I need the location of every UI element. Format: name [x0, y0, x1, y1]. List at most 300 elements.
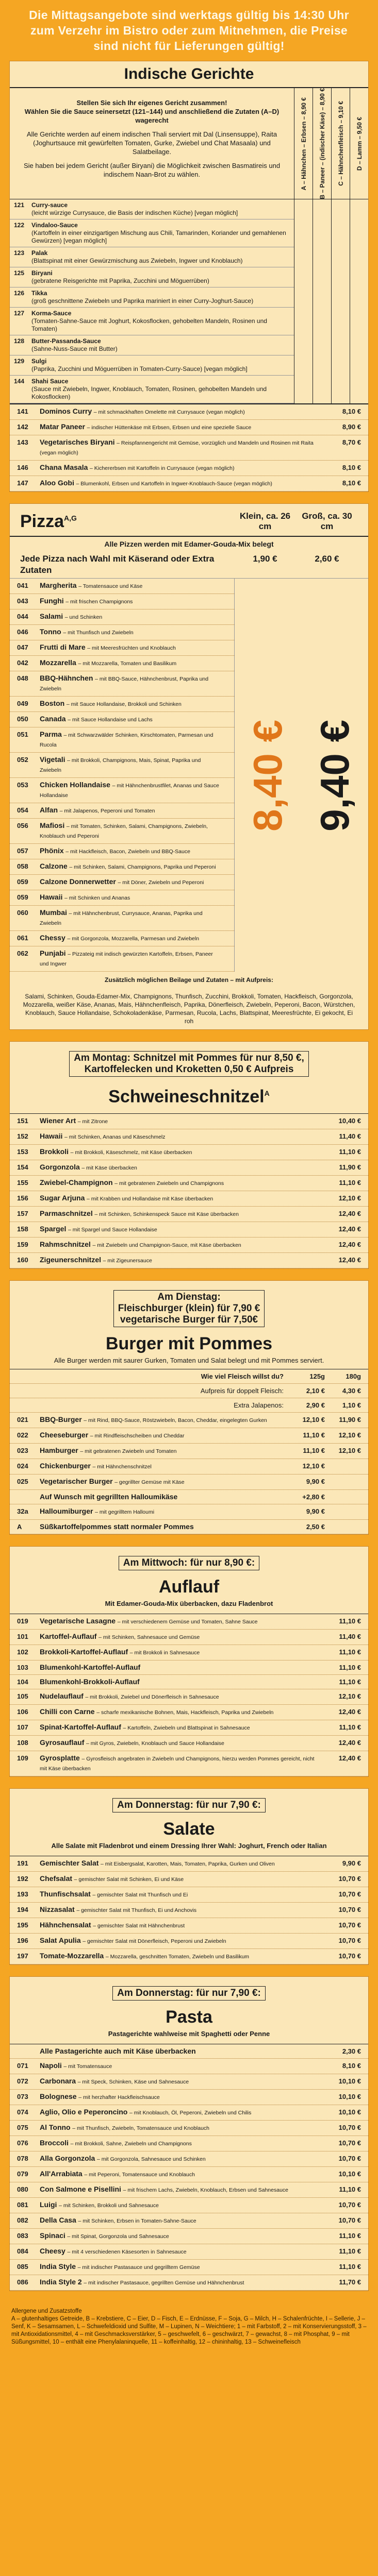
schnitzel-desc: – mit Zigeunersauce: [103, 1257, 152, 1264]
sauce-text: [31, 201, 290, 217]
auflauf-number: 019: [17, 1617, 28, 1625]
indian-intro-row: [10, 88, 368, 199]
pizza-text: [40, 699, 227, 709]
burger-row: [10, 1504, 368, 1520]
pasta-desc: – mit Tomatensauce: [63, 2063, 112, 2070]
pasta-name: Al Tonno: [40, 2123, 71, 2131]
sauce-row: [10, 267, 294, 287]
pasta-name: Broccoli: [40, 2138, 69, 2147]
sauce-text: [31, 358, 290, 373]
pasta-price: 10,70 €: [338, 2200, 361, 2209]
pasta-row: [10, 2260, 368, 2275]
pizza-desc: – mit Hähnchenbrust, Currysauce, Ananas, Paprika und Zwiebeln: [40, 910, 203, 927]
auflauf-row: [10, 1736, 368, 1751]
burger-text: [40, 1462, 289, 1471]
pizza-number: 046: [17, 628, 28, 636]
schnitzel-number: 153: [17, 1147, 28, 1156]
burger-price-small: 11,10 €: [303, 1431, 325, 1439]
pizza-extras-text: Salami, Schinken, Gouda-Edamer-Mix, Champignons, Thunfisch, Zucchini, Brokkoli, Tomaten, Hackfleisch, Gorgonzola, Mozzarella, weißer Käse, Ananas, Mais, Hähnchenfleisch, Paprika, Dönerfleisch, Zwiebeln, Peperoni, Bacon, Würstchen, Knoblauch, Sauce Hollandaise, Schokoladenkäse, Parmesan, Rucola, Lachs, Blattspinat, Meeresfrüchte, Ei gekocht, Ei roh: [23, 993, 355, 1025]
pizza-number: 041: [17, 582, 28, 590]
pizza-row: [10, 906, 234, 931]
burger-number: 32a: [17, 1507, 28, 1515]
auflauf-price: 11,10 €: [339, 1677, 361, 1686]
pizza-name: Hawaii: [40, 893, 63, 902]
pizza-desc: – mit Sauce Hollandaise, Brokkoli und Schinken: [66, 701, 182, 708]
pasta-row: [10, 2213, 368, 2229]
sauce-number: 128: [14, 337, 25, 345]
pasta-price: 10,10 €: [338, 2108, 361, 2116]
column-a: [294, 88, 313, 199]
burger-extra-small: 2,90 €: [306, 1401, 325, 1409]
pasta-price: 10,70 €: [338, 2123, 361, 2131]
sauce-row: [10, 219, 294, 247]
pasta-number: 083: [17, 2231, 28, 2240]
schnitzel-text: [40, 1256, 320, 1265]
schnitzel-row: [10, 1129, 368, 1145]
salat-row: [10, 1949, 368, 1964]
salat-text: [40, 1921, 320, 1930]
pasta-number: 082: [17, 2216, 28, 2224]
sauce-row: [10, 247, 294, 267]
burger-text: [40, 1477, 289, 1487]
indian-dish-desc: – Kichererbsen mit Kartoffeln in Currysauce (vegan möglich): [90, 465, 235, 472]
burger-desc: – mit gegrilltem Halloumi: [95, 1509, 155, 1515]
pizza-desc: – mit BBQ-Sauce, Hähnchenbrust, Paprika und Zwiebeln: [40, 676, 209, 692]
sauce-table: [10, 199, 368, 403]
burger-extra-big: 1,10 €: [342, 1401, 361, 1409]
schnitzel-row: [10, 1253, 368, 1268]
pizza-row: [10, 594, 234, 609]
pasta-price: 11,10 €: [339, 2185, 361, 2193]
auflauf-number: 102: [17, 1648, 28, 1656]
pasta-price: 8,10 €: [342, 2061, 361, 2070]
pizza-number: 051: [17, 731, 28, 739]
pizza-row: [10, 803, 234, 819]
schnitzel-notice-1: Am Montag: Schnitzel mit Pommes für nur 8,50 €,: [74, 1053, 304, 1064]
pizza-big-price: 9,40 €: [311, 719, 357, 832]
salat-text: [40, 1905, 320, 1915]
pasta-row: [10, 2105, 368, 2121]
salat-price: 10,70 €: [338, 1905, 361, 1913]
pizza-name: Funghi: [40, 597, 64, 605]
pizza-number: 061: [17, 934, 28, 942]
burger-section: [9, 1280, 369, 1535]
auflauf-text: [40, 1707, 320, 1717]
pasta-desc: – mit Schinken, Erbsen in Tomaten-Sahne-Sauce: [78, 2217, 196, 2224]
salat-name: Gemischter Salat: [40, 1858, 99, 1867]
auflauf-row: [10, 1645, 368, 1660]
pizza-text: [40, 846, 227, 856]
pasta-text: [40, 2200, 320, 2210]
salat-price: 10,70 €: [338, 1921, 361, 1929]
salat-number: 192: [17, 1874, 28, 1883]
pizza-name: BBQ-Hähnchen: [40, 674, 93, 683]
pizza-number: 053: [17, 781, 28, 789]
indian-dish-number: 146: [17, 464, 28, 472]
schnitzel-row: [10, 1145, 368, 1160]
pasta-text: [40, 2247, 320, 2257]
schnitzel-number: 159: [17, 1240, 28, 1248]
pizza-number: 047: [17, 643, 28, 652]
sauce-text: [31, 310, 290, 333]
auflauf-name: Chilli con Carne: [40, 1707, 95, 1716]
pizza-number: 054: [17, 806, 28, 815]
auflauf-row: [10, 1630, 368, 1645]
auflauf-name: Gyrosauflauf: [40, 1738, 85, 1747]
sauce-desc: (Kartoffeln in einer einzigartigen Mischung aus Chili, Tamarinden, Koriander und gemahlenen Gewürzen) [vegan möglich]: [31, 229, 286, 245]
schnitzel-price: 11,10 €: [339, 1147, 361, 1156]
schnitzel-text: [40, 1116, 320, 1126]
pizza-name: Calzone: [40, 862, 68, 871]
column-c-label: C – Hähnchenfleisch – 9,10 €: [337, 101, 344, 187]
pizza-header: [10, 504, 368, 537]
salat-row: [10, 1903, 368, 1918]
salat-price: 10,70 €: [338, 1874, 361, 1883]
salat-desc: – Mozzarella, geschnitten Tomaten, Zwiebeln und Basilikum: [105, 1953, 250, 1960]
pizza-body: [10, 579, 368, 972]
schnitzel-notice: [69, 1051, 309, 1077]
pasta-row: [10, 2167, 368, 2182]
auflauf-row: [10, 1705, 368, 1720]
sauce-desc: (groß geschnittene Zwiebeln und Paprika mariniert in einer Curry-Joghurt-Sauce): [31, 297, 254, 305]
schnitzel-number: 152: [17, 1132, 28, 1140]
pizza-number: 062: [17, 950, 28, 958]
pizza-text: [40, 612, 227, 622]
pasta-name: India Style 2: [40, 2277, 82, 2286]
auflauf-name: Blumenkohl-Kartoffel-Auflauf: [40, 1663, 141, 1671]
pizza-name: Tonno: [40, 628, 61, 636]
schnitzel-title: [25, 1082, 353, 1108]
auflauf-price: 11,10 €: [339, 1663, 361, 1671]
schnitzel-price: 11,10 €: [339, 1178, 361, 1187]
pizza-text: [40, 893, 227, 903]
pasta-number: 076: [17, 2139, 28, 2147]
pasta-name: Spinaci: [40, 2231, 65, 2240]
schnitzel-name: Gorgonzola: [40, 1162, 80, 1171]
auflauf-price: 12,10 €: [338, 1692, 361, 1700]
sauce-number: 121: [14, 201, 25, 209]
pizza-desc: – mit Tomaten, Schinken, Salami, Champignons, Zwiebeln, Knoblauch und Peperoni: [40, 823, 208, 840]
salat-price: 10,70 €: [338, 1890, 361, 1898]
allergen-text: A – glutenhaltiges Getreide, B – Krebstiere, C – Eier, D – Fisch, E – Erdnüsse, F – Soja, G – Milch, H – Schalenfrüchte, I – Sellerie, J – Senf, K – Sesamsamen, L – Schwefeldioxid und Sulfite, M – Lupinen, N – Weichtiere; 1 – mit Farbstoff, 2 – mit Konservierungsstoff, 3 – mit Antioxidationsmittel, 4 – mit Geschmacksverstärker, 5 – geschwefelt, 6 – geschwärzt, 7 – gewachst, 8 – mit Phosphat, 9 – mit Süßungsmittel, 10 – enthält eine Phenylalaninquelle, 11 – koffeinhaltig, 12 – chininhaltig, 13 – Schweinefleisch: [11, 2315, 367, 2345]
auflauf-section: [9, 1546, 369, 1777]
pasta-text: [40, 2185, 320, 2195]
indian-intro-2: Wählen Sie die Sauce seinersetzt (121–144) und anschließend die Zutaten (A–D) wagerecht: [24, 108, 280, 124]
schnitzel-name: Wiener Art: [40, 1116, 76, 1125]
pasta-price: 10,70 €: [338, 2216, 361, 2224]
pizza-small-price-col: [235, 579, 302, 972]
indian-dish-number: 142: [17, 423, 28, 431]
sauce-desc: (Blattspinat mit einer Gewürzmischung aus Zwiebeln, Ingwer und Knoblauch): [31, 257, 243, 265]
pizza-desc: – mit Brokkoli, Champignons, Mais, Spinat, Paprika und Zwiebeln: [40, 757, 201, 774]
sauce-text: [31, 269, 290, 285]
schnitzel-price: 11,90 €: [339, 1163, 361, 1171]
burger-notice-3: vegetarische Burger für 7,50€: [120, 1314, 258, 1325]
burger-surcharge-big: 4,30 €: [342, 1386, 361, 1395]
pizza-prices: [234, 579, 368, 972]
pizza-number: 048: [17, 674, 28, 683]
pizza-row: [10, 727, 234, 753]
salat-desc: – gemischter Salat mit Dönerfleisch, Peperoni und Zwiebeln: [83, 1938, 226, 1944]
burger-row: [10, 1475, 368, 1490]
schnitzel-price: 12,40 €: [338, 1225, 361, 1233]
pizza-text: [40, 755, 227, 775]
pizza-number: 043: [17, 597, 28, 605]
pasta-cheese-price: 2,30 €: [342, 2047, 361, 2055]
pasta-number: 071: [17, 2061, 28, 2070]
pizza-desc: – mit Jalapenos, Peperoni und Tomaten: [59, 808, 155, 815]
salat-row: [10, 1934, 368, 1949]
pizza-extras: [10, 972, 368, 1029]
pizza-name: Calzone Donnerwetter: [40, 877, 116, 886]
pasta-number: 085: [17, 2262, 28, 2270]
pizza-section: [9, 503, 369, 1030]
pizza-row: [10, 712, 234, 727]
auflauf-name: Kartoffel-Auflauf: [40, 1632, 97, 1640]
burger-name: BBQ-Burger: [40, 1415, 82, 1423]
salat-name: Chefsalat: [40, 1874, 73, 1883]
auflauf-price: 12,40 €: [338, 1738, 361, 1747]
salat-row: [10, 1872, 368, 1887]
pizza-desc: – und Schinken: [64, 614, 103, 621]
pasta-number: 075: [17, 2123, 28, 2131]
pasta-name: Bolognese: [40, 2092, 77, 2100]
burger-price-small: 2,50 €: [306, 1522, 325, 1531]
schnitzel-desc: – mit Schinken, Schinkenspeck Sauce mit Käse überbacken: [94, 1211, 239, 1217]
pasta-name: Cheesy: [40, 2246, 65, 2255]
pasta-row: [10, 2059, 368, 2074]
schnitzel-desc: – mit Käse überbacken: [81, 1164, 137, 1171]
pizza-name: Vigetali: [40, 755, 65, 764]
indian-dish-text: [40, 479, 320, 488]
pasta-text: [40, 2154, 320, 2164]
salate-section: [9, 1788, 369, 1965]
salate-head: [10, 1789, 368, 1852]
pizza-number: 057: [17, 847, 28, 855]
pizza-name: Canada: [40, 715, 66, 723]
burger-head: [10, 1281, 368, 1355]
schnitzel-name: Zigeunerschnitzel: [40, 1255, 102, 1264]
pasta-number: 074: [17, 2108, 28, 2116]
schnitzel-desc: – mit gebratenen Zwiebeln und Champignons: [114, 1180, 224, 1187]
burger-text: [40, 1431, 289, 1440]
burger-desc: – mit Hähnchenschnitzel: [92, 1463, 152, 1470]
schnitzel-number: 156: [17, 1194, 28, 1202]
schnitzel-notice-2: Kartoffelecken und Kroketten 0,50 € Aufpreis: [84, 1064, 294, 1075]
burger-row: [10, 1520, 368, 1534]
pizza-name: Chicken Hollandaise: [40, 781, 110, 789]
sauce-number: 123: [14, 249, 25, 257]
pizza-name: Phönix: [40, 846, 64, 855]
indian-dish-number: 147: [17, 479, 28, 487]
auflauf-row: [10, 1751, 368, 1776]
pizza-title-text: Pizza: [20, 512, 64, 532]
auflauf-desc: – mit Brokkoli, Zwiebel und Dönerfleisch in Sahnesauce: [85, 1693, 219, 1700]
pizza-row: [10, 579, 234, 594]
pasta-text: [40, 2278, 320, 2287]
pasta-title: Pasta: [166, 2007, 212, 2027]
auflauf-price: 11,10 €: [339, 1617, 361, 1625]
pizza-row: [10, 656, 234, 671]
auflauf-number: 104: [17, 1677, 28, 1686]
pizza-text: [40, 597, 227, 606]
schnitzel-name: Zwiebel-Champignon: [40, 1178, 113, 1187]
sauce-col-a: [294, 199, 313, 403]
pasta-head: [10, 1977, 368, 2040]
burger-name: Vegetarischer Burger: [40, 1477, 113, 1485]
schnitzel-title-sup: A: [264, 1089, 270, 1098]
salate-list: [10, 1856, 368, 1964]
pizza-number: 059: [17, 893, 28, 902]
auflauf-number: 108: [17, 1738, 28, 1747]
pizza-row: [10, 931, 234, 946]
pasta-text: [40, 2139, 320, 2148]
pizza-name: Boston: [40, 699, 65, 708]
pasta-name: Carbonara: [40, 2076, 76, 2085]
auflauf-list: [10, 1614, 368, 1776]
auflauf-name: Blumenkohl-Brokkoli-Auflauf: [40, 1677, 140, 1686]
burger-row: [10, 1444, 368, 1459]
salat-price: 9,90 €: [342, 1859, 361, 1867]
auflauf-sub: Mit Edamer-Gouda-Mix überbacken, dazu Fladenbrot: [105, 1599, 273, 1607]
pizza-name: Margherita: [40, 581, 77, 590]
pasta-number: 079: [17, 2170, 28, 2178]
salat-text: [40, 1936, 320, 1946]
sauce-col-c: [331, 199, 350, 403]
schnitzel-text: [40, 1240, 320, 1250]
schnitzel-name: Rahmschnitzel: [40, 1240, 91, 1248]
schnitzel-desc: – mit Brokkoli, Käseschmelz, mit Käse überbacken: [70, 1149, 192, 1156]
pasta-price: 11,10 €: [339, 2262, 361, 2270]
burger-size-label: Wie viel Fleisch willst du?: [201, 1372, 284, 1380]
pizza-text: [40, 715, 227, 724]
pasta-number: 078: [17, 2154, 28, 2162]
burger-price-big: 11,90 €: [339, 1415, 361, 1423]
auflauf-desc: – mit verschiedenem Gemüse und Tomaten, Sahne Sauce: [117, 1618, 258, 1625]
pasta-name: Alla Gorgonzola: [40, 2154, 95, 2162]
pizza-row: [10, 640, 234, 656]
indian-intro-1: Stellen Sie sich Ihr eigenes Gericht zusammen!: [76, 99, 227, 107]
burger-number: 023: [17, 1446, 28, 1454]
pasta-desc: – mit Peperoni, Tomatensauce und Knoblauch: [84, 2171, 195, 2178]
burger-surcharge-small: 2,10 €: [306, 1386, 325, 1395]
indian-dish-price: 8,10 €: [342, 464, 361, 472]
column-b: [313, 88, 331, 199]
pasta-section: [9, 1976, 369, 2291]
auflauf-desc: – mit Gyros, Zwiebeln, Knoblauch und Sauce Hollandaise: [86, 1740, 224, 1747]
indian-dish-row: [10, 435, 368, 461]
salat-desc: – gemischter Salat mit Thunfisch und Ei: [92, 1891, 188, 1898]
indian-dish-name: Chana Masala: [40, 463, 88, 472]
pizza-row: [10, 859, 234, 875]
pizza-text: [40, 581, 227, 591]
burger-notice: [113, 1290, 265, 1327]
salat-desc: – gemischter Salat mit Hähnchenbrust: [93, 1922, 185, 1929]
salat-text: [40, 1859, 320, 1869]
indian-dish-price: 8,10 €: [342, 408, 361, 416]
salat-price: 10,70 €: [338, 1936, 361, 1944]
schnitzel-number: 155: [17, 1178, 28, 1187]
pasta-number: 084: [17, 2247, 28, 2255]
schnitzel-text: [40, 1163, 320, 1173]
salat-name: Hähnchensalat: [40, 1920, 91, 1929]
sauce-name: Tikka: [31, 290, 47, 297]
pizza-text: [40, 877, 227, 887]
pasta-desc: – mit 4 verschiedenen Käsesorten in Sahnesauce: [67, 2248, 187, 2255]
pasta-text: [40, 2231, 320, 2241]
burger-price-big: 12,10 €: [338, 1446, 361, 1454]
burger-intro: Alle Burger werden mit saurer Gurken, Tomaten und Salat belegt und mit Pommes serviert.: [54, 1356, 324, 1364]
schnitzel-row: [10, 1160, 368, 1176]
pizza-desc: – mit Hähnchenbrustfilet, Ananas und Sauce Hollandaise: [40, 783, 219, 799]
schnitzel-desc: – mit Zwiebeln und Champignon-Sauce, mit Käse überbacken: [92, 1242, 241, 1248]
sauce-desc: (Paprika, Zucchini und Möguerrüben in Tomaten-Curry-Sauce) [vegan möglich]: [31, 365, 248, 373]
pasta-desc: – mit Gorgonzola, Sahnesauce und Schinken: [96, 2156, 206, 2162]
burger-text: [40, 1522, 289, 1531]
pizza-title: [20, 512, 234, 532]
burger-desc: – mit Rind, BBQ-Sauce, Röstzwiebeln, Bacon, Cheddar, eingelegten Gurken: [84, 1417, 267, 1423]
burger-text: [40, 1507, 289, 1517]
indian-dish-desc: – Blumenkohl, Erbsen und Kartoffeln in Ingwer-Knoblauch-Sauce (vegan möglich): [76, 481, 272, 487]
auflauf-text: [40, 1663, 320, 1672]
pizza-row: [10, 609, 234, 625]
indian-dish-price: 8,70 €: [342, 438, 361, 447]
pasta-row: [10, 2198, 368, 2213]
pizza-desc: – mit Meeresfrüchten und Knoblauch: [87, 645, 176, 652]
pasta-cheese-label: Alle Pastagerichte auch mit Käse überbacken: [40, 2046, 196, 2055]
indian-section: [9, 61, 369, 492]
schnitzel-row: [10, 1114, 368, 1129]
sauce-list: [10, 199, 294, 403]
sauce-name: Shahi Sauce: [31, 378, 69, 385]
indian-dish-desc: – mit schmackhaften Omelette mit Currysauce (vegan möglich): [93, 409, 245, 416]
lunch-offer-banner: Die Mittagsangebote sind werktags gültig bis 14:30 Uhr zum Verzehr im Bistro oder zum Mitnehmen, die Preise sind nicht für Lieferungen gültig!: [29, 8, 349, 53]
pasta-name: Con Salmone e Pisellini: [40, 2184, 121, 2193]
pizza-big-label: Groß, ca. 30 cm: [302, 511, 352, 532]
pizza-text: [40, 862, 227, 872]
pizza-note: Alle Pizzen werden mit Edamer-Gouda-Mix belegt: [104, 540, 274, 549]
schnitzel-title-text: Schweineschnitzel: [108, 1087, 265, 1107]
column-c: [331, 88, 350, 199]
burger-notice-2: Fleischburger (klein) für 7,90 €: [118, 1302, 260, 1314]
schnitzel-text: [40, 1194, 320, 1204]
pizza-text: [40, 674, 227, 693]
pizza-text: [40, 781, 227, 800]
pasta-list: [10, 2059, 368, 2291]
pizza-desc: – mit Mozzarella, Tomaten und Basilikum: [78, 660, 177, 667]
indian-dish-price: 8,10 €: [342, 479, 361, 487]
pizza-text: [40, 934, 227, 943]
indian-dish-text: [40, 463, 320, 473]
pasta-text: [40, 2108, 320, 2117]
auflauf-number: 101: [17, 1632, 28, 1640]
sauce-name: Butter-Passanda-Sauce: [31, 337, 101, 345]
schnitzel-text: [40, 1132, 320, 1142]
auflauf-price: 12,40 €: [338, 1707, 361, 1716]
pizza-desc: – mit Döner, Zwiebeln und Peperoni: [118, 879, 204, 886]
indian-dish-text: [40, 438, 320, 457]
auflauf-text: [40, 1648, 320, 1657]
auflauf-name: Spinat-Kartoffel-Auflauf: [40, 1722, 121, 1731]
sauce-text: [31, 290, 290, 305]
pasta-text: [40, 2216, 320, 2226]
burger-price-small: +2,80 €: [302, 1493, 325, 1501]
pasta-price: 10,10 €: [338, 2092, 361, 2100]
indian-dish-row: [10, 461, 368, 476]
pasta-number: 073: [17, 2092, 28, 2100]
pasta-row: [10, 2229, 368, 2244]
pasta-row: [10, 2121, 368, 2136]
